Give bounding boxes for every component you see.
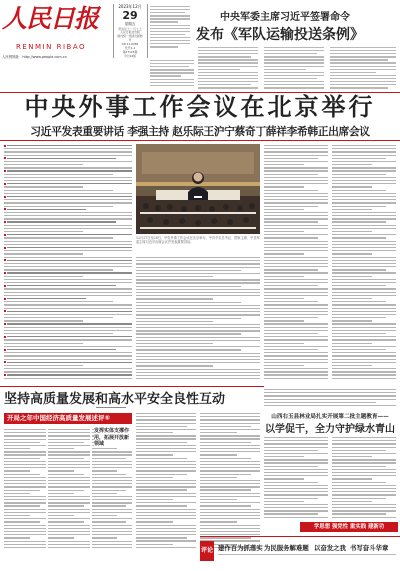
bullet-icon (4, 310, 6, 312)
bullet-icon (4, 247, 6, 249)
top-story-headline[interactable]: 发布《军队运输投送条例》 (196, 27, 364, 43)
lead-subhead[interactable]: 习近平发表重要讲话 李强主持 赵乐际王沪宁蔡奇丁薛祥李希韩正出席会议 (30, 125, 370, 138)
bullet-icon (4, 183, 6, 185)
bullet-icon (4, 361, 6, 363)
bullet-icon (4, 234, 6, 236)
issue-line: CN 11-0065 (121, 42, 139, 46)
lead-body-right-2 (332, 144, 396, 382)
masthead-website: 人民网网址：http://www.people.com.cn (2, 55, 67, 59)
bullet-icon (4, 170, 6, 172)
second-story-headline[interactable]: 坚持高质量发展和高水平安全良性互动 (4, 392, 226, 407)
bottom-bar-label: 评论 (200, 541, 214, 561)
mid-story-text-1 (264, 436, 328, 522)
bullet-icon (4, 349, 6, 351)
bullet-icon (4, 145, 6, 147)
bottom-bar-item[interactable]: 为民服务解难题 (264, 544, 309, 552)
top-story-text-3 (330, 47, 396, 91)
bullet-icon (4, 208, 6, 210)
mid-story-badge: 学思想 强党性 重实践 建新功 (300, 522, 398, 532)
bullet-icon (4, 272, 6, 274)
second-story-byline (96, 407, 126, 411)
lead-photo (136, 144, 260, 234)
side-story-title[interactable]: 发挥实体支撑作用，拓展开放新领域 (94, 428, 132, 448)
bullet-icon (4, 298, 6, 300)
top-story-text-2 (264, 47, 324, 91)
mid-story-text-2 (332, 436, 396, 522)
masthead-title: 人民日报 (2, 4, 99, 33)
text-line (92, 546, 132, 549)
issue-line: 国内统一连续出版物号 (117, 34, 143, 42)
text-line (48, 546, 90, 549)
mid-story-kicker[interactable]: 山西右玉县林业局扎实开展第二批主题教育—— (271, 414, 389, 420)
issue-info (117, 30, 143, 58)
second-story-col-5 (200, 412, 260, 550)
bullet-icon (4, 259, 6, 261)
issue-line: 人民日报社出版 (120, 30, 140, 34)
mid-story-headline[interactable]: 以学促干，全力守护绿水青山 (265, 424, 395, 435)
date-day: 29 (122, 9, 138, 22)
issue-line: 第27123期 (122, 50, 138, 54)
text-line (264, 377, 328, 380)
top-story-kicker[interactable]: 中央军委主席习近平签署命令 (220, 12, 350, 23)
masthead-side-text (150, 6, 190, 58)
top-story-text-1 (198, 47, 258, 91)
date-lunar: 癸卯年十一月十七 (117, 27, 142, 31)
bullet-icon (4, 196, 6, 198)
photo-caption: 12月27日至28日，中央外事工作会议在北京举行。中共中央总书记、国家主席、中央军委主席习近平出席会议并发表重要讲话。 (136, 236, 260, 245)
date-weekday: 星期五 (124, 22, 136, 26)
text-line (332, 377, 396, 380)
text-line (4, 377, 132, 380)
mid-right-text-top (264, 388, 396, 410)
bottom-bar-bylines (218, 554, 396, 558)
text-line (136, 546, 196, 549)
bullet-icon (4, 221, 6, 223)
feature-banner[interactable]: 开局之年中国经济高质量发展述评⑤ (4, 413, 132, 424)
masthead-below-text (150, 60, 194, 90)
text-line (264, 404, 396, 407)
issue-line: 今日24版 (124, 54, 136, 58)
lead-headline[interactable]: 中央外事工作会议在北京举行 (24, 93, 376, 121)
bullet-icon (4, 323, 6, 325)
bullet-icon (4, 285, 6, 287)
bottom-bar-item[interactable]: 建作百为抓落实 (218, 544, 263, 552)
text-line (264, 516, 328, 519)
masthead-pinyin: RENMIN RIBAO (16, 43, 86, 51)
lead-left-column (4, 144, 132, 382)
text-line (136, 377, 260, 380)
feature-text-1 (4, 428, 46, 550)
date-box (116, 4, 144, 31)
second-story-col-4 (136, 412, 196, 550)
text-line (332, 516, 396, 519)
meeting-photo-illustration (136, 144, 260, 234)
issue-line: 代号1-1 (124, 46, 136, 50)
feature-text-2 (48, 428, 90, 550)
bullet-icon (4, 374, 6, 376)
date-year-month: 2023年12月 (118, 4, 142, 9)
lead-body-right-1 (264, 144, 328, 382)
bottom-bar-item[interactable]: 书写奋斗华章 (350, 544, 389, 552)
bottom-bar-item[interactable]: 以奋发之我 (314, 544, 346, 552)
bullet-icon (4, 157, 6, 159)
text-line (4, 546, 46, 549)
bullet-icon (4, 336, 6, 338)
lead-body-center (136, 256, 260, 382)
